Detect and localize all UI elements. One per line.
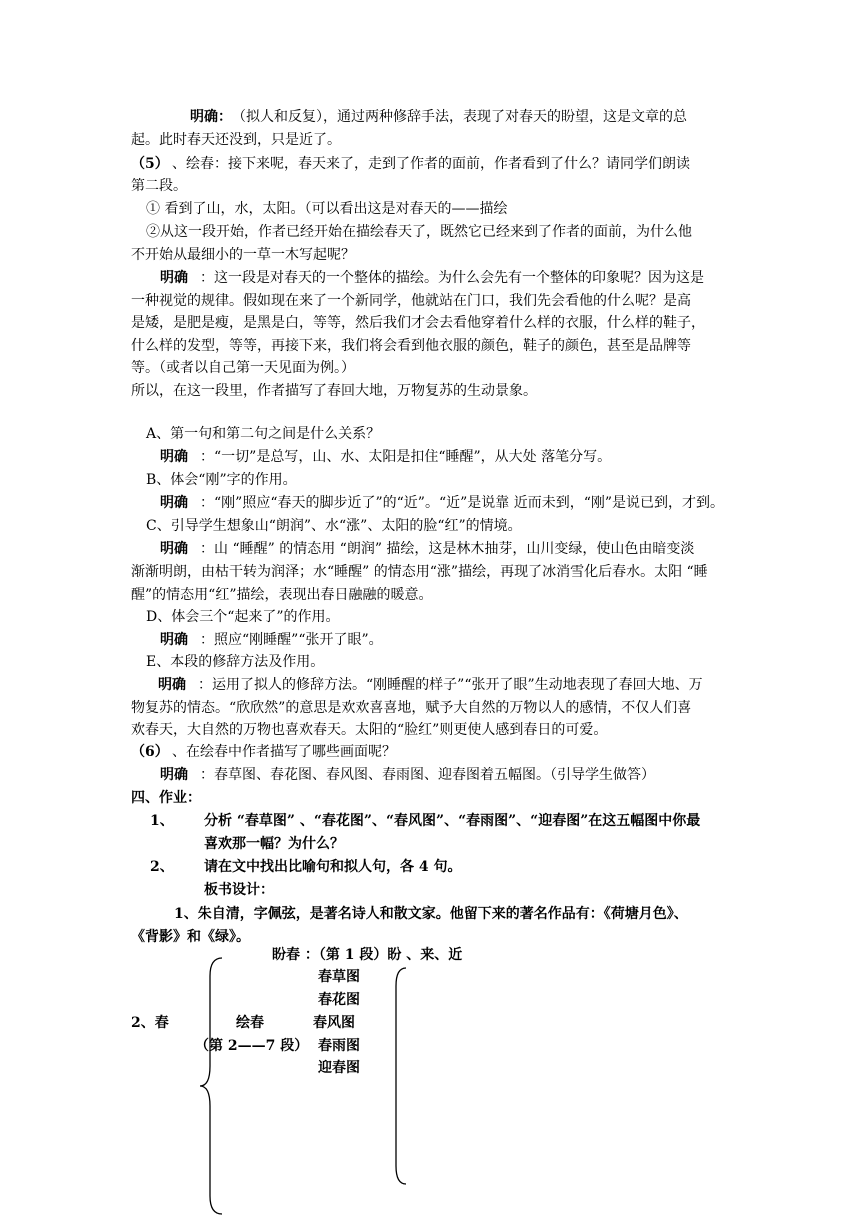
- text-line-l12: 等。（或者以自己第一天见面为例。）: [131, 360, 355, 376]
- text-line-l17a: 明确: [160, 495, 188, 511]
- text-line-l40c: 春风图: [313, 1015, 355, 1031]
- text-line-l5: ① 看到了山，水，太阳。（可以看出这是对春天的——描绘: [146, 201, 508, 217]
- text-line-l33b: 请在文中找出比喻句和拟人句，各 4 句。: [204, 859, 462, 875]
- text-line-l7: 不开始从最细小的一草一木写起呢？: [131, 247, 355, 263]
- text-line-l25a: 明确: [158, 677, 186, 693]
- text-line-l20: 渐渐明朗，由枯干转为润泽；水“睡醒” 的情态用“涨”描绘，再现了冰消雪化后春水。太阳 “睡: [131, 564, 708, 580]
- text-line-l30: 四、作业：: [131, 790, 201, 806]
- text-line-l41b: 春雨图: [318, 1038, 360, 1054]
- text-line-l31a: 1、: [150, 813, 174, 829]
- text-line-l33a: 2、: [150, 859, 174, 875]
- text-line-l42: 迎春图: [318, 1060, 360, 1076]
- left-brace: [198, 956, 228, 1216]
- text-line-l1a: 明确：: [190, 109, 232, 125]
- text-line-l35: 1、朱自清，字佩弦，是著名诗人和散文家。他留下来的著名作品有：《荷塘月色》、: [174, 906, 688, 922]
- text-line-l41a: （第 2——7 段）: [195, 1038, 309, 1054]
- text-line-l3b: 、绘春：接下来呢，春天来了，走到了作者的面前，作者看到了什么？请同学们朗读: [172, 156, 690, 172]
- text-line-l9: 一种视觉的规律。假如现在来了一个新同学，他就站在门口，我们先会看他的什么呢？是高: [131, 293, 691, 309]
- text-line-l16: B、体会“刚”字的作用。: [146, 472, 297, 488]
- text-line-l15a: 明确: [160, 449, 188, 465]
- text-line-l39: 春花图: [318, 992, 360, 1008]
- text-line-l2: 起。此时春天还没到，只是近了。: [131, 132, 341, 148]
- text-line-l29a: 明确: [160, 767, 188, 783]
- text-line-l25b: ：运用了拟人的修辞方法。“刚睡醒的样子”“张开了眼”生动地表现了春回大地、万: [198, 677, 703, 693]
- text-line-l3a: （5）: [131, 156, 169, 172]
- text-line-l37: 盼春 ：（第 1 段）盼 、来、近: [272, 947, 463, 963]
- text-line-l19a: 明确: [160, 541, 188, 557]
- text-line-l10: 是矮，是肥是瘦，是黑是白，等等，然后我们才会去看他穿着什么样的衣服，什么样的鞋子，: [131, 315, 705, 331]
- text-line-l31b: 分析 “春草图” 、“春花图”、“春风图”、“春雨图”、“迎春图”在这五幅图中你最: [204, 813, 701, 829]
- text-line-l22: D、体会三个“起来了”的作用。: [146, 609, 340, 625]
- text-line-l40b: 绘春: [236, 1015, 264, 1031]
- text-line-l4: 第二段。: [131, 178, 187, 194]
- text-line-l17b: ：“刚”照应“春天的脚步近了”的“近”。“近”是说靠 近而未到，“刚”是说已到，才到。: [200, 495, 725, 511]
- text-line-l18: C、引导学生想象山“朗润”、水“涨”、太阳的脸“红”的情境。: [146, 518, 522, 534]
- text-line-l23a: 明确: [160, 632, 188, 648]
- right-brace: [388, 966, 410, 1186]
- text-line-l27: 欢春天，大自然的万物也喜欢春天。太阳的“脸红”则更使人感到春日的可爱。: [131, 722, 608, 738]
- text-line-l29b: ：春草图、春花图、春风图、春雨图、迎春图着五幅图。（引导学生做答）: [200, 767, 655, 783]
- text-line-l8a: 明确: [160, 270, 188, 286]
- text-line-l1b: （拟人和反复），通过两种修辞手法，表现了对春天的盼望，这是文章的总: [232, 109, 687, 125]
- text-line-l14: A、第一句和第二句之间是什么关系？: [146, 426, 381, 442]
- text-line-l19b: ：山 “睡醒” 的情态用 “朗润” 描绘，这是林木抽芽，山川变绿，使山色由暗变淡: [200, 541, 695, 557]
- text-line-l36: 《背影》和《绿》。: [131, 929, 250, 945]
- text-line-l40a: 2、春: [131, 1015, 169, 1031]
- text-line-l38: 春草图: [318, 969, 360, 985]
- text-line-l24: E、本段的修辞方法及作用。: [146, 654, 325, 670]
- text-line-l28a: （6）: [131, 744, 169, 760]
- text-line-l8b: ：这一段是对春天的一个整体的描绘。为什么会先有一个整体的印象呢？因为这是: [200, 270, 704, 286]
- text-line-l21: 醒”的情态用“红”描绘，表现出春日融融的暖意。: [131, 587, 433, 603]
- text-line-l13: 所以，在这一段里，作者描写了春回大地，万物复苏的生动景象。: [131, 383, 537, 399]
- text-line-l23b: ：照应“刚睡醒”“张开了眼”。: [200, 632, 383, 648]
- text-line-l32: 喜欢那一幅？为什么？: [204, 836, 344, 852]
- text-line-l28b: 、在绘春中作者描写了哪些画面呢？: [172, 744, 396, 760]
- text-line-l34: 板书设计：: [204, 882, 274, 898]
- text-line-l11: 什么样的发型，等等，再接下来，我们将会看到他衣服的颜色，鞋子的颜色，甚至是品牌等: [131, 338, 691, 354]
- text-line-l6: ②从这一段开始，作者已经开始在描绘春天了，既然它已经来到了作者的面前，为什么他: [146, 224, 692, 240]
- text-line-l15b: ：“一切”是总写，山、水、太阳是扣住“睡醒”，从大处 落笔分写。: [200, 449, 612, 465]
- text-line-l26: 物复苏的情态。“欣欣然”的意思是欢欢喜喜地，赋予大自然的万物以人的感情，不仅人们喜: [131, 700, 692, 716]
